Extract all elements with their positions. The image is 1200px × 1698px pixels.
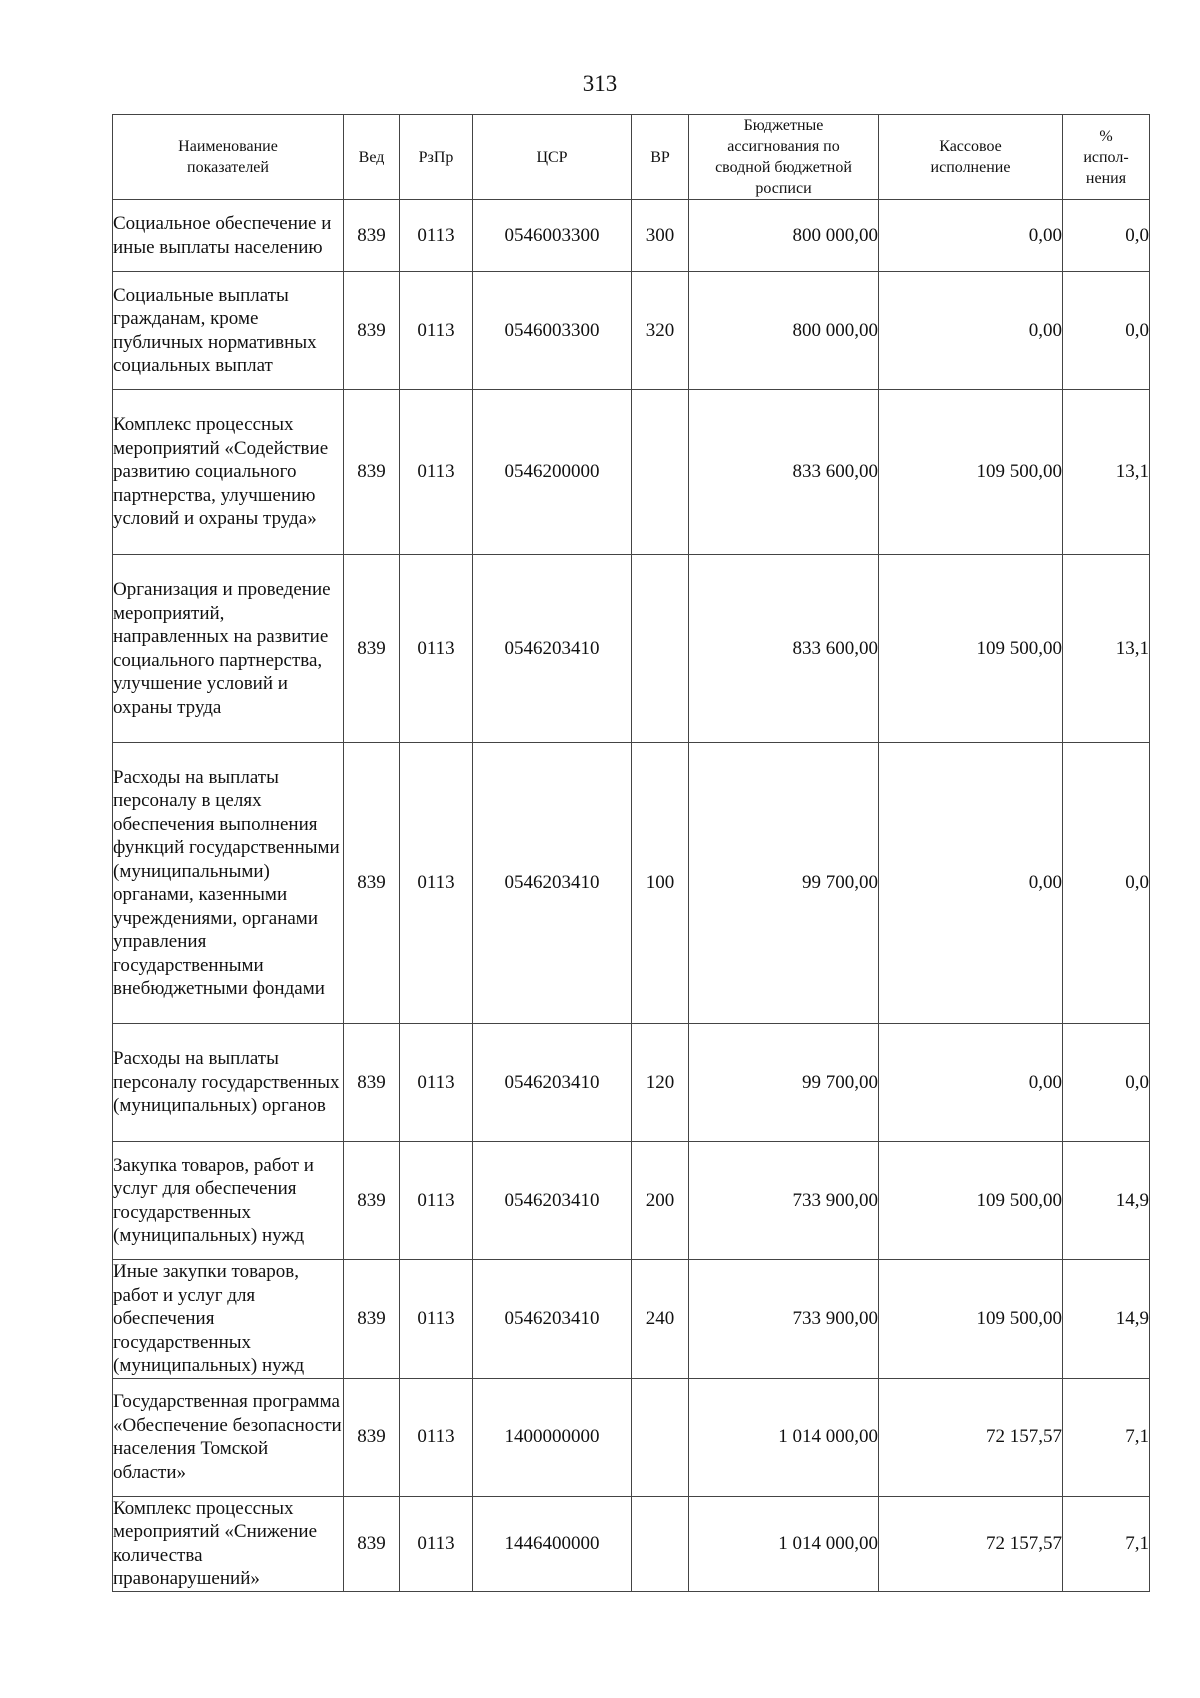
row-budget: 99 700,00 <box>689 743 879 1024</box>
header-csr: ЦСР <box>473 115 632 200</box>
row-csr: 0546203410 <box>473 743 632 1024</box>
row-vr <box>632 1496 689 1591</box>
row-name: Организация и проведение мероприятий, направленных на развитие социального партнерства, улучшение условий и охраны труда <box>113 555 344 743</box>
row-pct: 0,0 <box>1063 200 1150 272</box>
row-budget: 99 700,00 <box>689 1024 879 1142</box>
row-csr: 0546003300 <box>473 200 632 272</box>
row-rzpr: 0113 <box>400 200 473 272</box>
table-row <box>113 272 1150 390</box>
row-budget: 1 014 000,00 <box>689 1378 879 1496</box>
row-ved: 839 <box>344 1260 400 1379</box>
row-pct: 14,9 <box>1063 1260 1150 1379</box>
row-csr: 0546200000 <box>473 390 632 555</box>
row-pct: 7,1 <box>1063 1378 1150 1496</box>
row-pct: 0,0 <box>1063 743 1150 1024</box>
table-row <box>113 743 1150 1024</box>
row-pct: 0,0 <box>1063 1024 1150 1142</box>
row-ved: 839 <box>344 743 400 1024</box>
table-row <box>113 1024 1150 1142</box>
table-row <box>113 1496 1150 1591</box>
row-ved: 839 <box>344 200 400 272</box>
row-vr: 240 <box>632 1260 689 1379</box>
row-name: Расходы на выплаты персоналу государственных (муниципальных) органов <box>113 1024 344 1142</box>
row-rzpr: 0113 <box>400 390 473 555</box>
row-rzpr: 0113 <box>400 1378 473 1496</box>
row-cash: 0,00 <box>879 743 1063 1024</box>
row-name: Социальное обеспечение и иные выплаты населению <box>113 200 344 272</box>
row-vr: 120 <box>632 1024 689 1142</box>
row-ved: 839 <box>344 1024 400 1142</box>
row-cash: 0,00 <box>879 272 1063 390</box>
row-name: Закупка товаров, работ и услуг для обеспечения государственных (муниципальных) нужд <box>113 1142 344 1260</box>
row-name: Государственная программа «Обеспечение безопасности населения Томской области» <box>113 1378 344 1496</box>
row-budget: 800 000,00 <box>689 200 879 272</box>
row-vr <box>632 555 689 743</box>
row-name: Комплекс процессных мероприятий «Снижение количества правонарушений» <box>113 1496 344 1591</box>
row-pct: 7,1 <box>1063 1496 1150 1591</box>
page-number: 313 <box>582 71 618 96</box>
header-name: Наименование показателей <box>113 115 344 200</box>
row-ved: 839 <box>344 1142 400 1260</box>
row-rzpr: 0113 <box>400 1260 473 1379</box>
row-ved: 839 <box>344 272 400 390</box>
row-vr: 300 <box>632 200 689 272</box>
row-name: Социальные выплаты гражданам, кроме публичных нормативных социальных выплат <box>113 272 344 390</box>
row-budget: 733 900,00 <box>689 1142 879 1260</box>
row-budget: 800 000,00 <box>689 272 879 390</box>
header-ved: Вед <box>344 115 400 200</box>
row-rzpr: 0113 <box>400 1496 473 1591</box>
row-csr: 1446400000 <box>473 1496 632 1591</box>
row-csr: 0546203410 <box>473 555 632 743</box>
row-ved: 839 <box>344 1496 400 1591</box>
row-csr: 0546203410 <box>473 1024 632 1142</box>
budget-execution-table <box>112 114 1150 1592</box>
row-csr: 0546003300 <box>473 272 632 390</box>
table-row <box>113 390 1150 555</box>
row-vr <box>632 1378 689 1496</box>
row-cash: 109 500,00 <box>879 1142 1063 1260</box>
row-rzpr: 0113 <box>400 1142 473 1260</box>
row-rzpr: 0113 <box>400 743 473 1024</box>
table-row <box>113 200 1150 272</box>
header-pct: % испол- нения <box>1063 115 1150 200</box>
row-name: Расходы на выплаты персоналу в целях обеспечения выполнения функций государственными (муниципальными) органами, казенными учреждениями, органами управления государственными внебюджетными фондами <box>113 743 344 1024</box>
row-pct: 13,1 <box>1063 555 1150 743</box>
row-pct: 14,9 <box>1063 1142 1150 1260</box>
row-cash: 109 500,00 <box>879 1260 1063 1379</box>
header-cash: Кассовое исполнение <box>879 115 1063 200</box>
header-budget: Бюджетные ассигнования по сводной бюджетной росписи <box>689 115 879 200</box>
row-ved: 839 <box>344 555 400 743</box>
row-budget: 833 600,00 <box>689 555 879 743</box>
row-name: Иные закупки товаров, работ и услуг для обеспечения государственных (муниципальных) нужд <box>113 1260 344 1379</box>
row-cash: 109 500,00 <box>879 555 1063 743</box>
row-csr: 0546203410 <box>473 1142 632 1260</box>
header-vr: ВР <box>632 115 689 200</box>
row-vr: 100 <box>632 743 689 1024</box>
table-row <box>113 1142 1150 1260</box>
table-row <box>113 555 1150 743</box>
table-row <box>113 1378 1150 1496</box>
row-vr: 200 <box>632 1142 689 1260</box>
row-cash: 0,00 <box>879 1024 1063 1142</box>
row-rzpr: 0113 <box>400 555 473 743</box>
row-name: Комплекс процессных мероприятий «Содействие развитию социального партнерства, улучшению условий и охраны труда» <box>113 390 344 555</box>
table-row <box>113 1260 1150 1379</box>
row-budget: 733 900,00 <box>689 1260 879 1379</box>
row-csr: 0546203410 <box>473 1260 632 1379</box>
row-budget: 833 600,00 <box>689 390 879 555</box>
row-csr: 1400000000 <box>473 1378 632 1496</box>
row-ved: 839 <box>344 1378 400 1496</box>
row-rzpr: 0113 <box>400 1024 473 1142</box>
row-vr: 320 <box>632 272 689 390</box>
row-budget: 1 014 000,00 <box>689 1496 879 1591</box>
row-rzpr: 0113 <box>400 272 473 390</box>
row-pct: 13,1 <box>1063 390 1150 555</box>
row-cash: 72 157,57 <box>879 1378 1063 1496</box>
row-cash: 0,00 <box>879 200 1063 272</box>
row-cash: 72 157,57 <box>879 1496 1063 1591</box>
row-cash: 109 500,00 <box>879 390 1063 555</box>
header-row <box>113 115 1150 200</box>
row-pct: 0,0 <box>1063 272 1150 390</box>
row-ved: 839 <box>344 390 400 555</box>
row-vr <box>632 390 689 555</box>
header-rzpr: РзПр <box>400 115 473 200</box>
